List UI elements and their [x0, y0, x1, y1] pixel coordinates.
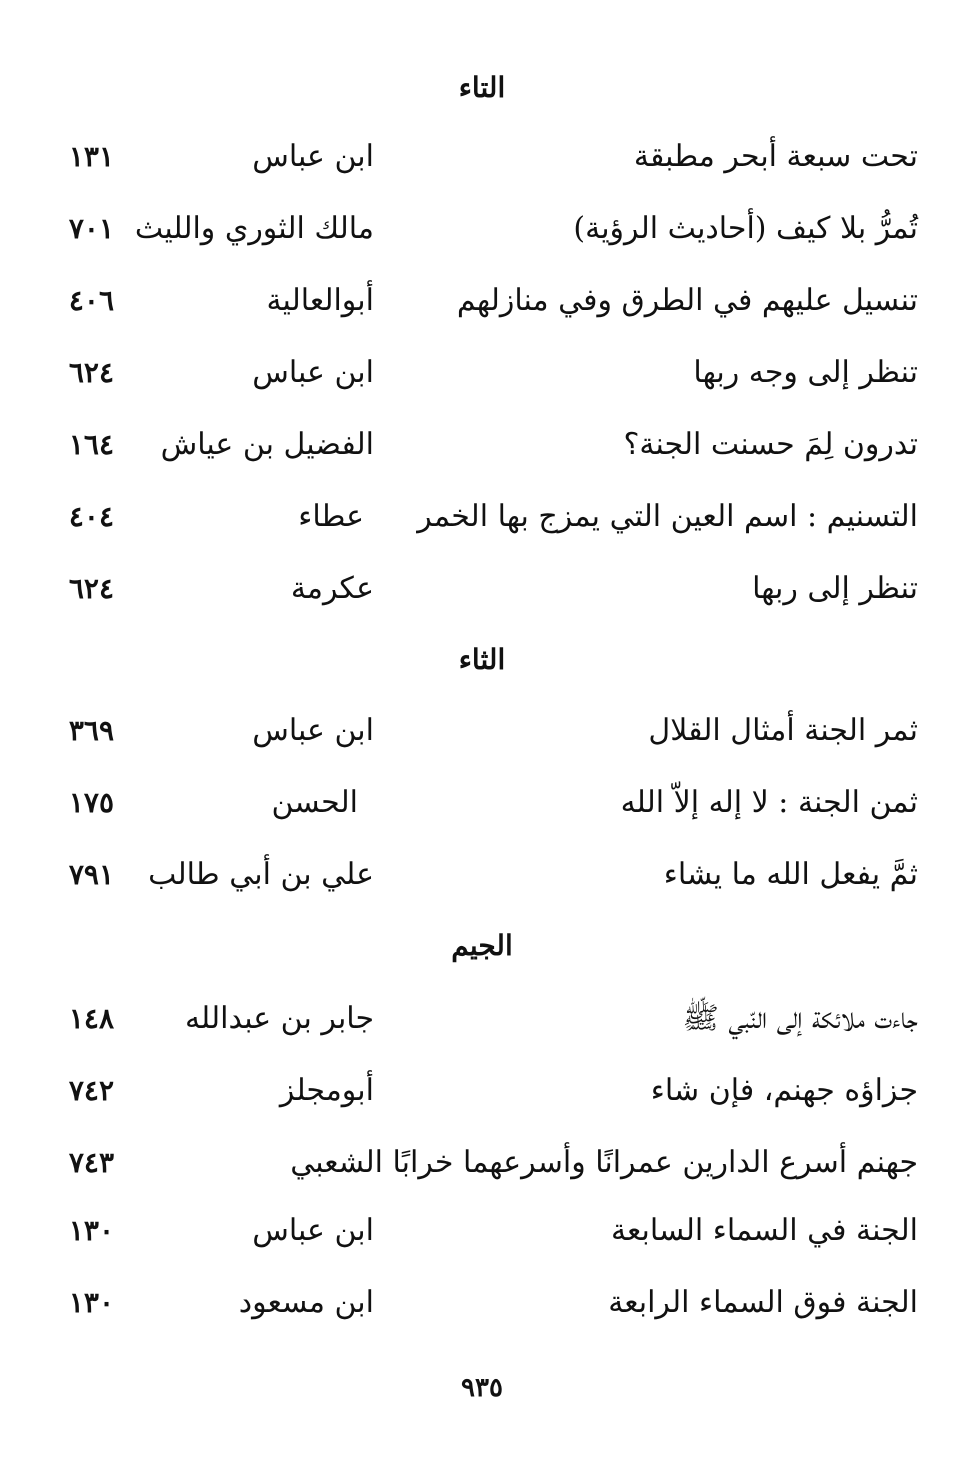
entry-page-number: ١٤٨ [68, 1002, 114, 1035]
entry-title: تنظر إلى ربها [752, 571, 918, 606]
entry-page-number: ٦٢٤ [68, 572, 114, 605]
entry-title: ثمر الجنة أمثال القلال [648, 713, 918, 748]
entry-title: ثمن الجنة : لا إله إلاّ الله [620, 785, 918, 820]
entry-narrator: ابن عباس [252, 1213, 374, 1248]
entry-page-number: ٦٢٤ [68, 356, 114, 389]
index-entry [0, 276, 964, 326]
entry-page-number: ١٣٠ [68, 1214, 114, 1247]
entry-title: الجنة في السماء السابعة [610, 1213, 918, 1248]
index-entry [0, 850, 964, 900]
entry-page-number: ١٧٥ [68, 786, 114, 819]
index-entry [0, 564, 964, 614]
section-heading-thaa: الثاء [458, 643, 506, 676]
entry-page-number: ٧٤٣ [68, 1146, 114, 1179]
entry-page-number: ٧٠١ [68, 212, 114, 245]
index-entry [0, 492, 964, 542]
entry-narrator: ابن عباس [252, 713, 374, 748]
entry-narrator: مالك الثوري والليث [134, 211, 374, 246]
index-entry [0, 706, 964, 756]
index-entry [0, 778, 964, 828]
index-entry [0, 1138, 964, 1188]
entry-title: جاءت ملائكة إلى النّبي ﷺ [682, 1001, 918, 1036]
entry-title: تنسيل عليهم في الطرق وفي منازلهم [456, 283, 918, 318]
index-entry [0, 420, 964, 470]
entry-page-number: ٤٠٤ [68, 500, 114, 533]
entry-narrator: ابن مسعود [238, 1285, 374, 1320]
entry-narrator: عكرمة [290, 571, 374, 606]
entry-page-number: ١٣٠ [68, 1286, 114, 1319]
entry-narrator: ابن عباس [252, 355, 374, 390]
entry-narrator: ابن عباس [252, 139, 374, 174]
page-number: ٩٣٥ [461, 1373, 503, 1403]
entry-title: جهنم أسرع الدارين عمرانًا وأسرعهما خرابًا الشعبي [290, 1145, 918, 1180]
section-heading-jeem: الجيم [451, 929, 513, 962]
entry-page-number: ٧٩١ [68, 858, 114, 891]
entry-page-number: ٣٦٩ [68, 714, 114, 747]
index-entry [0, 1278, 964, 1328]
entry-narrator: علي بن أبي طالب [148, 857, 374, 892]
index-entry [0, 204, 964, 254]
entry-page-number: ١٣١ [68, 140, 114, 173]
entry-title: تحت سبعة أبحر مطبقة [633, 139, 918, 174]
index-entry [0, 1066, 964, 1116]
entry-title: ثمَّ يفعل الله ما يشاء [663, 857, 918, 892]
entry-title: تُمرُّ بلا كيف (أحاديث الرؤية) [573, 211, 918, 246]
entry-narrator: الفضيل بن عياش [160, 427, 374, 462]
entry-title: تنظر إلى وجه ربها [693, 355, 918, 390]
entry-page-number: ١٦٤ [68, 428, 114, 461]
index-entry [0, 348, 964, 398]
entry-title: الجنة فوق السماء الرابعة [608, 1285, 918, 1320]
section-heading-taa: التاء [458, 71, 506, 104]
index-entry [0, 1206, 964, 1256]
entry-narrator: جابر بن عبدالله [184, 1001, 374, 1036]
entry-narrator: أبومجلز [279, 1073, 374, 1108]
entry-narrator: أبوالعالية [266, 283, 374, 318]
index-entry [0, 132, 964, 182]
entry-narrator: عطاء [298, 499, 364, 534]
entry-title: جزاؤه جهنم، فإن شاء [650, 1073, 918, 1108]
entry-narrator: الحسن [271, 785, 358, 820]
index-entry [0, 994, 964, 1044]
entry-page-number: ٤٠٦ [68, 284, 114, 317]
entry-title: التسنيم : اسم العين التي يمزج بها الخمر [417, 499, 918, 534]
entry-page-number: ٧٤٢ [68, 1074, 114, 1107]
entry-title: تدرون لِمَ حسنت الجنة؟ [623, 427, 918, 462]
